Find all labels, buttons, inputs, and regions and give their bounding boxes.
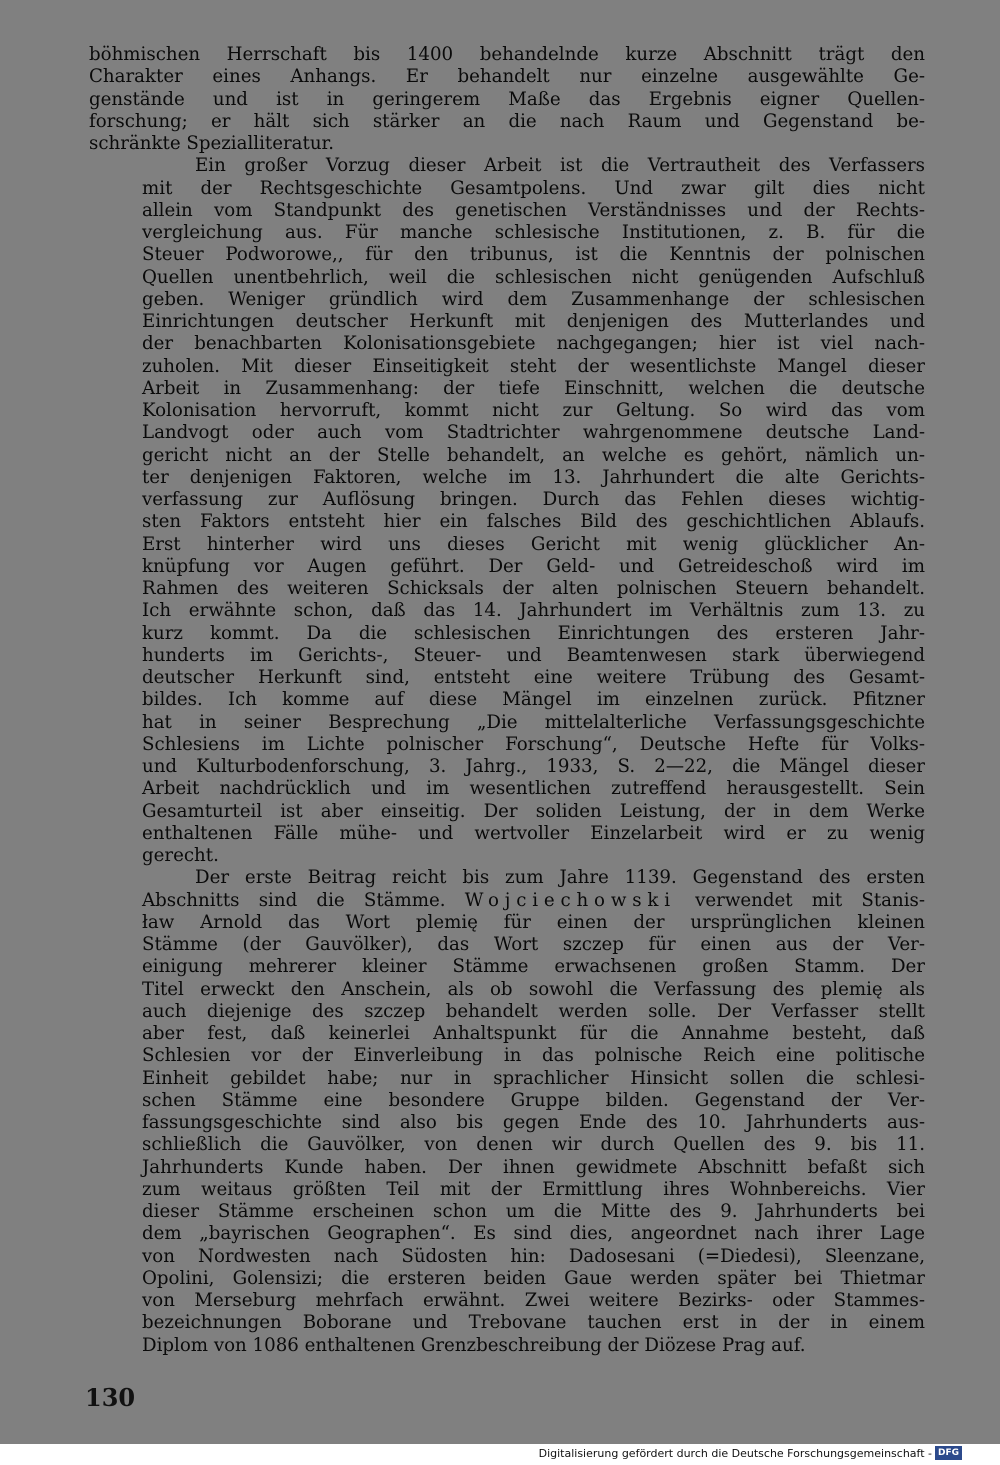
text-line: hat in seiner Besprechung „Die mittelalterliche Verfassungsgeschichte [142, 711, 925, 733]
text-line: Der erste Beitrag reicht bis zum Jahre 1139. Gegenstand des ersten [195, 867, 925, 889]
text-line: Gesamturteil ist aber einseitig. Der soliden Leistung, der in dem Werke [142, 800, 925, 822]
text-line: vergleichung aus. Für manche schlesische Institutionen, z. B. für die [142, 222, 925, 243]
text-line: Kolonisation hervorruft, kommt nicht zur Geltung. So wird das vom [142, 400, 925, 421]
text-line: Arbeit in Zusammenhang: der tiefe Einschnitt, welchen die deutsche [142, 377, 925, 399]
paragraph [89, 155, 925, 867]
text-line: schließlich die Gauvölker, von denen wir durch Quellen des 9. bis 11. [142, 1134, 925, 1156]
text-line: Einrichtungen deutscher Herkunft mit denjenigen des Mutterlandes und [142, 311, 925, 332]
text-line: bildes. Ich komme auf diese Mängel im einzelnen zurück. Pfitzner [142, 689, 925, 711]
paragraph [89, 44, 925, 155]
text-line: ław Arnold das Wort plemię für einen der ursprünglichen kleinen [142, 911, 925, 933]
text-line: genstände und ist in geringerem Maße das Ergebnis eigner Quellen- [89, 88, 925, 110]
text-line: Ich erwähnte schon, daß das 14. Jahrhundert im Verhältnis zum 13. zu [142, 600, 925, 622]
text-line: allein vom Standpunkt des genetischen Verständnisses und der Rechts- [142, 199, 925, 221]
text-line: dieser Stämme erscheinen schon um die Mitte des 9. Jahrhunderts bei [142, 1201, 925, 1222]
text-line: schränkte Spezialliteratur. [89, 133, 335, 154]
text-line: Landvogt oder auch vom Stadtrichter wahrgenommene deutsche Land- [142, 422, 925, 444]
text-line: Abschnitts sind die Stämme. Wojciechowski verwendet mit Stanis- [142, 889, 926, 911]
text-line: einigung mehrerer kleiner Stämme erwachsenen großen Stamm. Der [142, 956, 925, 978]
text-line: hunderts im Gerichts-, Steuer- und Beamtenwesen stark überwiegend [142, 644, 925, 666]
text-line: böhmischen Herrschaft bis 1400 behandelnde kurze Abschnitt trägt den [89, 44, 925, 65]
dfg-logo-icon: DFG [935, 1446, 962, 1460]
text-line: Stämme (der Gauvölker), das Wort szczep für einen aus der Ver- [142, 934, 925, 955]
text-line: deutscher Herkunft sind, entsteht eine weitere Trübung des Gesamt- [142, 667, 925, 688]
author-name: Wojciechowski [464, 889, 676, 911]
text-line: Opolini, Golensizi; die ersteren beiden Gaue werden später bei Thietmar [142, 1267, 925, 1289]
text-line: geben. Weniger gründlich wird dem Zusammenhange der schlesischen [142, 288, 925, 310]
text-line: zuholen. Mit dieser Einseitigkeit steht der wesentlichste Mangel dieser [142, 355, 925, 377]
text-line: enthaltenen Fälle mühe- und wertvoller Einzelarbeit wird er zu wenig [142, 822, 925, 844]
text-line: und Kulturbodenforschung, 3. Jahrg., 1933, S. 2—22, die Mängel dieser [142, 756, 925, 777]
text-line: Arbeit nachdrücklich und im wesentlichen zutreffend herausgestellt. Sein [142, 778, 925, 800]
text-line: Titel erweckt den Anschein, als ob sowohl die Verfassung des plemię als [142, 978, 925, 1000]
text-line: bezeichnungen Boborane und Trebovane tauchen erst in der in einem [142, 1312, 925, 1334]
text-line: sten Faktors entsteht hier ein falsches Bild des geschichtlichen Ablaufs. [142, 511, 925, 533]
text-line: Einheit gebildet habe; nur in sprachlicher Hinsicht sollen die schlesi- [142, 1067, 925, 1089]
text-line: ter denjenigen Faktoren, welche im 13. Jahrhundert die alte Gerichts- [142, 466, 925, 488]
text-line: Jahrhunderts Kunde haben. Der ihnen gewidmete Abschnitt befaßt sich [142, 1156, 925, 1178]
text-line: verfassung zur Auflösung bringen. Durch das Fehlen dieses wichtig- [142, 489, 925, 510]
text-line: mit der Rechtsgeschichte Gesamtpolens. Und zwar gilt dies nicht [142, 177, 925, 199]
body-text [89, 44, 925, 1357]
text-line: forschung; er hält sich stärker an die nach Raum und Gegenstand be- [89, 110, 925, 132]
text-line: von Nordwesten nach Südosten hin: Dadosesani (=Diedesi), Sleenzane, [142, 1245, 925, 1267]
text-line: schen Stämme eine besondere Gruppe bilden. Gegenstand der Ver- [142, 1089, 925, 1111]
footer-text: Digitalisierung gefördert durch die Deutsche Forschungsgemeinschaft - [538, 1446, 932, 1460]
text-line: fassungsgeschichte sind also bis gegen Ende des 10. Jahrhunderts aus- [142, 1112, 925, 1133]
text-line: auch diejenige des szczep behandelt werden solle. Der Verfasser stellt [142, 1000, 925, 1022]
text-line: kurz kommt. Da die schlesischen Einrichtungen des ersteren Jahr- [142, 622, 925, 644]
text-line: Schlesien vor der Einverleibung in das polnische Reich eine politische [142, 1045, 925, 1067]
page-number: 130 [85, 1383, 136, 1412]
text-line: Ein großer Vorzug dieser Arbeit ist die Vertrautheit des Verfassers [195, 155, 925, 177]
text-line: Erst hinterher wird uns dieses Gericht mit wenig glücklicher An- [142, 533, 925, 555]
text-line: Charakter eines Anhangs. Er behandelt nur einzelne ausgewählte Ge- [89, 66, 925, 88]
text-line: Schlesiens im Lichte polnischer Forschung“, Deutsche Hefte für Volks- [142, 733, 925, 755]
text-line: zum weitaus größten Teil mit der Ermittlung ihres Wohnbereichs. Vier [142, 1178, 925, 1200]
digitization-footer [539, 1446, 962, 1460]
text-line: Diplom von 1086 enthaltenen Grenzbeschreibung der Diözese Prag auf. [142, 1334, 806, 1356]
text-line: gerecht. [142, 845, 219, 866]
text-line: aber fest, daß keinerlei Anhaltspunkt für die Annahme besteht, daß [142, 1023, 925, 1044]
text-line: von Merseburg mehrfach erwähnt. Zwei weitere Bezirks- oder Stammes- [142, 1290, 925, 1311]
text-line: gericht nicht an der Stelle behandelt, an welche es gehört, nämlich un- [142, 444, 925, 466]
text-line: Rahmen des weiteren Schicksals der alten polnischen Steuern behandelt. [142, 578, 925, 599]
text-line: knüpfung vor Augen geführt. Der Geld- und Getreideschoß wird im [142, 555, 925, 577]
text-line: der benachbarten Kolonisationsgebiete nachgegangen; hier ist viel nach- [142, 333, 925, 355]
paragraph [89, 867, 925, 1357]
text-line: Steuer Podworowe,, für den tribunus, ist die Kenntnis der polnischen [142, 244, 925, 266]
text-line: Quellen unentbehrlich, weil die schlesischen nicht genügenden Aufschluß [142, 266, 925, 288]
text-line: dem „bayrischen Geographen“. Es sind dies, angeordnet nach ihrer Lage [142, 1223, 925, 1245]
